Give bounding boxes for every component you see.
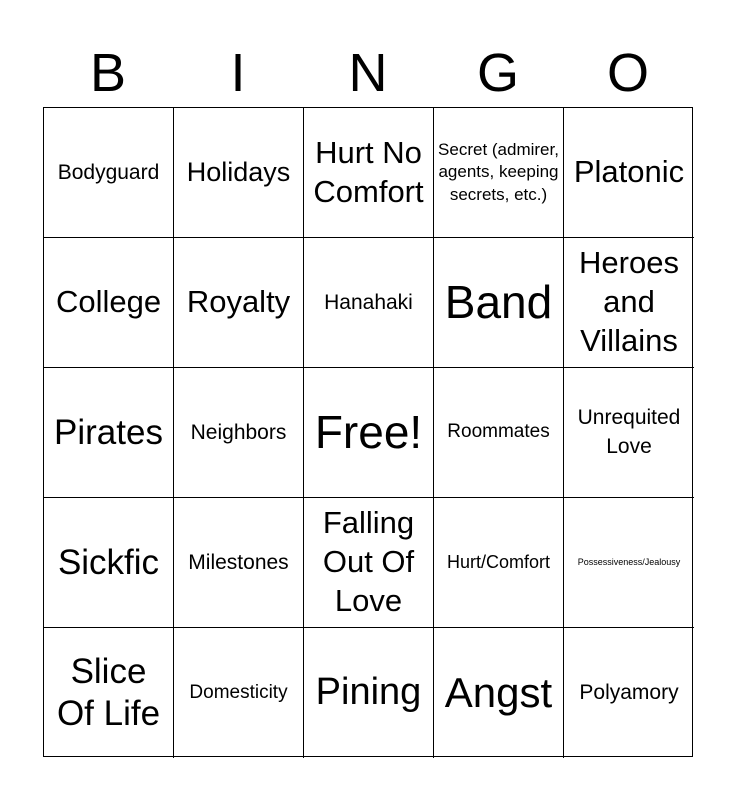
bingo-cell[interactable] xyxy=(434,238,564,368)
bingo-free-cell[interactable] xyxy=(304,368,434,498)
bingo-cell[interactable] xyxy=(44,238,174,368)
header-letter-b: B xyxy=(89,43,127,103)
bingo-cell[interactable] xyxy=(304,628,434,758)
cell-text: Heroes and Villains xyxy=(579,245,679,358)
cell-text: Domesticity xyxy=(189,681,288,703)
bingo-cell[interactable] xyxy=(434,108,564,238)
cell-text: Slice Of Life xyxy=(56,652,161,733)
cell-text: Band xyxy=(444,276,553,329)
header-letter-g: G xyxy=(476,43,519,103)
cell-text: Milestones xyxy=(188,550,289,574)
bingo-cell[interactable] xyxy=(174,108,304,238)
bingo-cell[interactable] xyxy=(304,108,434,238)
cell-text: College xyxy=(55,284,162,320)
bingo-cell[interactable] xyxy=(434,628,564,758)
bingo-cell[interactable] xyxy=(564,108,694,238)
cell-text: Secret (admirer, agents, keeping secrets, etc.) xyxy=(438,140,559,204)
cell-text: Hurt/Comfort xyxy=(446,551,551,572)
cell-text: Roommates xyxy=(447,421,550,443)
cell-text: Holidays xyxy=(186,156,291,187)
bingo-cell[interactable] xyxy=(44,628,174,758)
bingo-cell[interactable] xyxy=(434,368,564,498)
header-letter-n: N xyxy=(348,43,388,103)
header-letter-i: I xyxy=(230,43,246,103)
cell-text: Polyamory xyxy=(579,681,679,705)
cell-text: Unrequited Love xyxy=(577,406,681,458)
bingo-cell[interactable] xyxy=(564,628,694,758)
cell-text: Platonic xyxy=(573,154,685,190)
bingo-cell[interactable] xyxy=(304,238,434,368)
cell-text: Sickfic xyxy=(57,542,160,582)
bingo-cell[interactable] xyxy=(174,368,304,498)
cell-text: Angst xyxy=(444,668,553,716)
cell-text: Royalty xyxy=(186,284,291,320)
bingo-cell[interactable] xyxy=(174,238,304,368)
cell-text: Neighbors xyxy=(190,420,287,444)
cell-text: Pining xyxy=(315,671,422,714)
bingo-cell[interactable] xyxy=(174,498,304,628)
bingo-cell[interactable] xyxy=(44,498,174,628)
cell-text: Free! xyxy=(314,406,423,459)
cell-text: Bodyguard xyxy=(57,160,160,184)
bingo-cell[interactable] xyxy=(564,368,694,498)
cell-text: Hanahaki xyxy=(324,290,413,314)
header-letter-o: O xyxy=(606,43,649,103)
cell-text: Hurt No Comfort xyxy=(313,134,424,209)
bingo-header xyxy=(43,40,693,106)
cell-text: Falling Out Of Love xyxy=(322,505,415,618)
bingo-cell[interactable] xyxy=(174,628,304,758)
bingo-cell[interactable] xyxy=(44,368,174,498)
bingo-cell[interactable] xyxy=(434,498,564,628)
bingo-cell[interactable] xyxy=(304,498,434,628)
bingo-cell[interactable] xyxy=(564,498,694,628)
bingo-card-grid xyxy=(43,107,693,757)
cell-text: Pirates xyxy=(54,412,163,452)
bingo-cell[interactable] xyxy=(564,238,694,368)
cell-text: Possessiveness/Jealousy xyxy=(577,557,681,568)
bingo-cell[interactable] xyxy=(44,108,174,238)
